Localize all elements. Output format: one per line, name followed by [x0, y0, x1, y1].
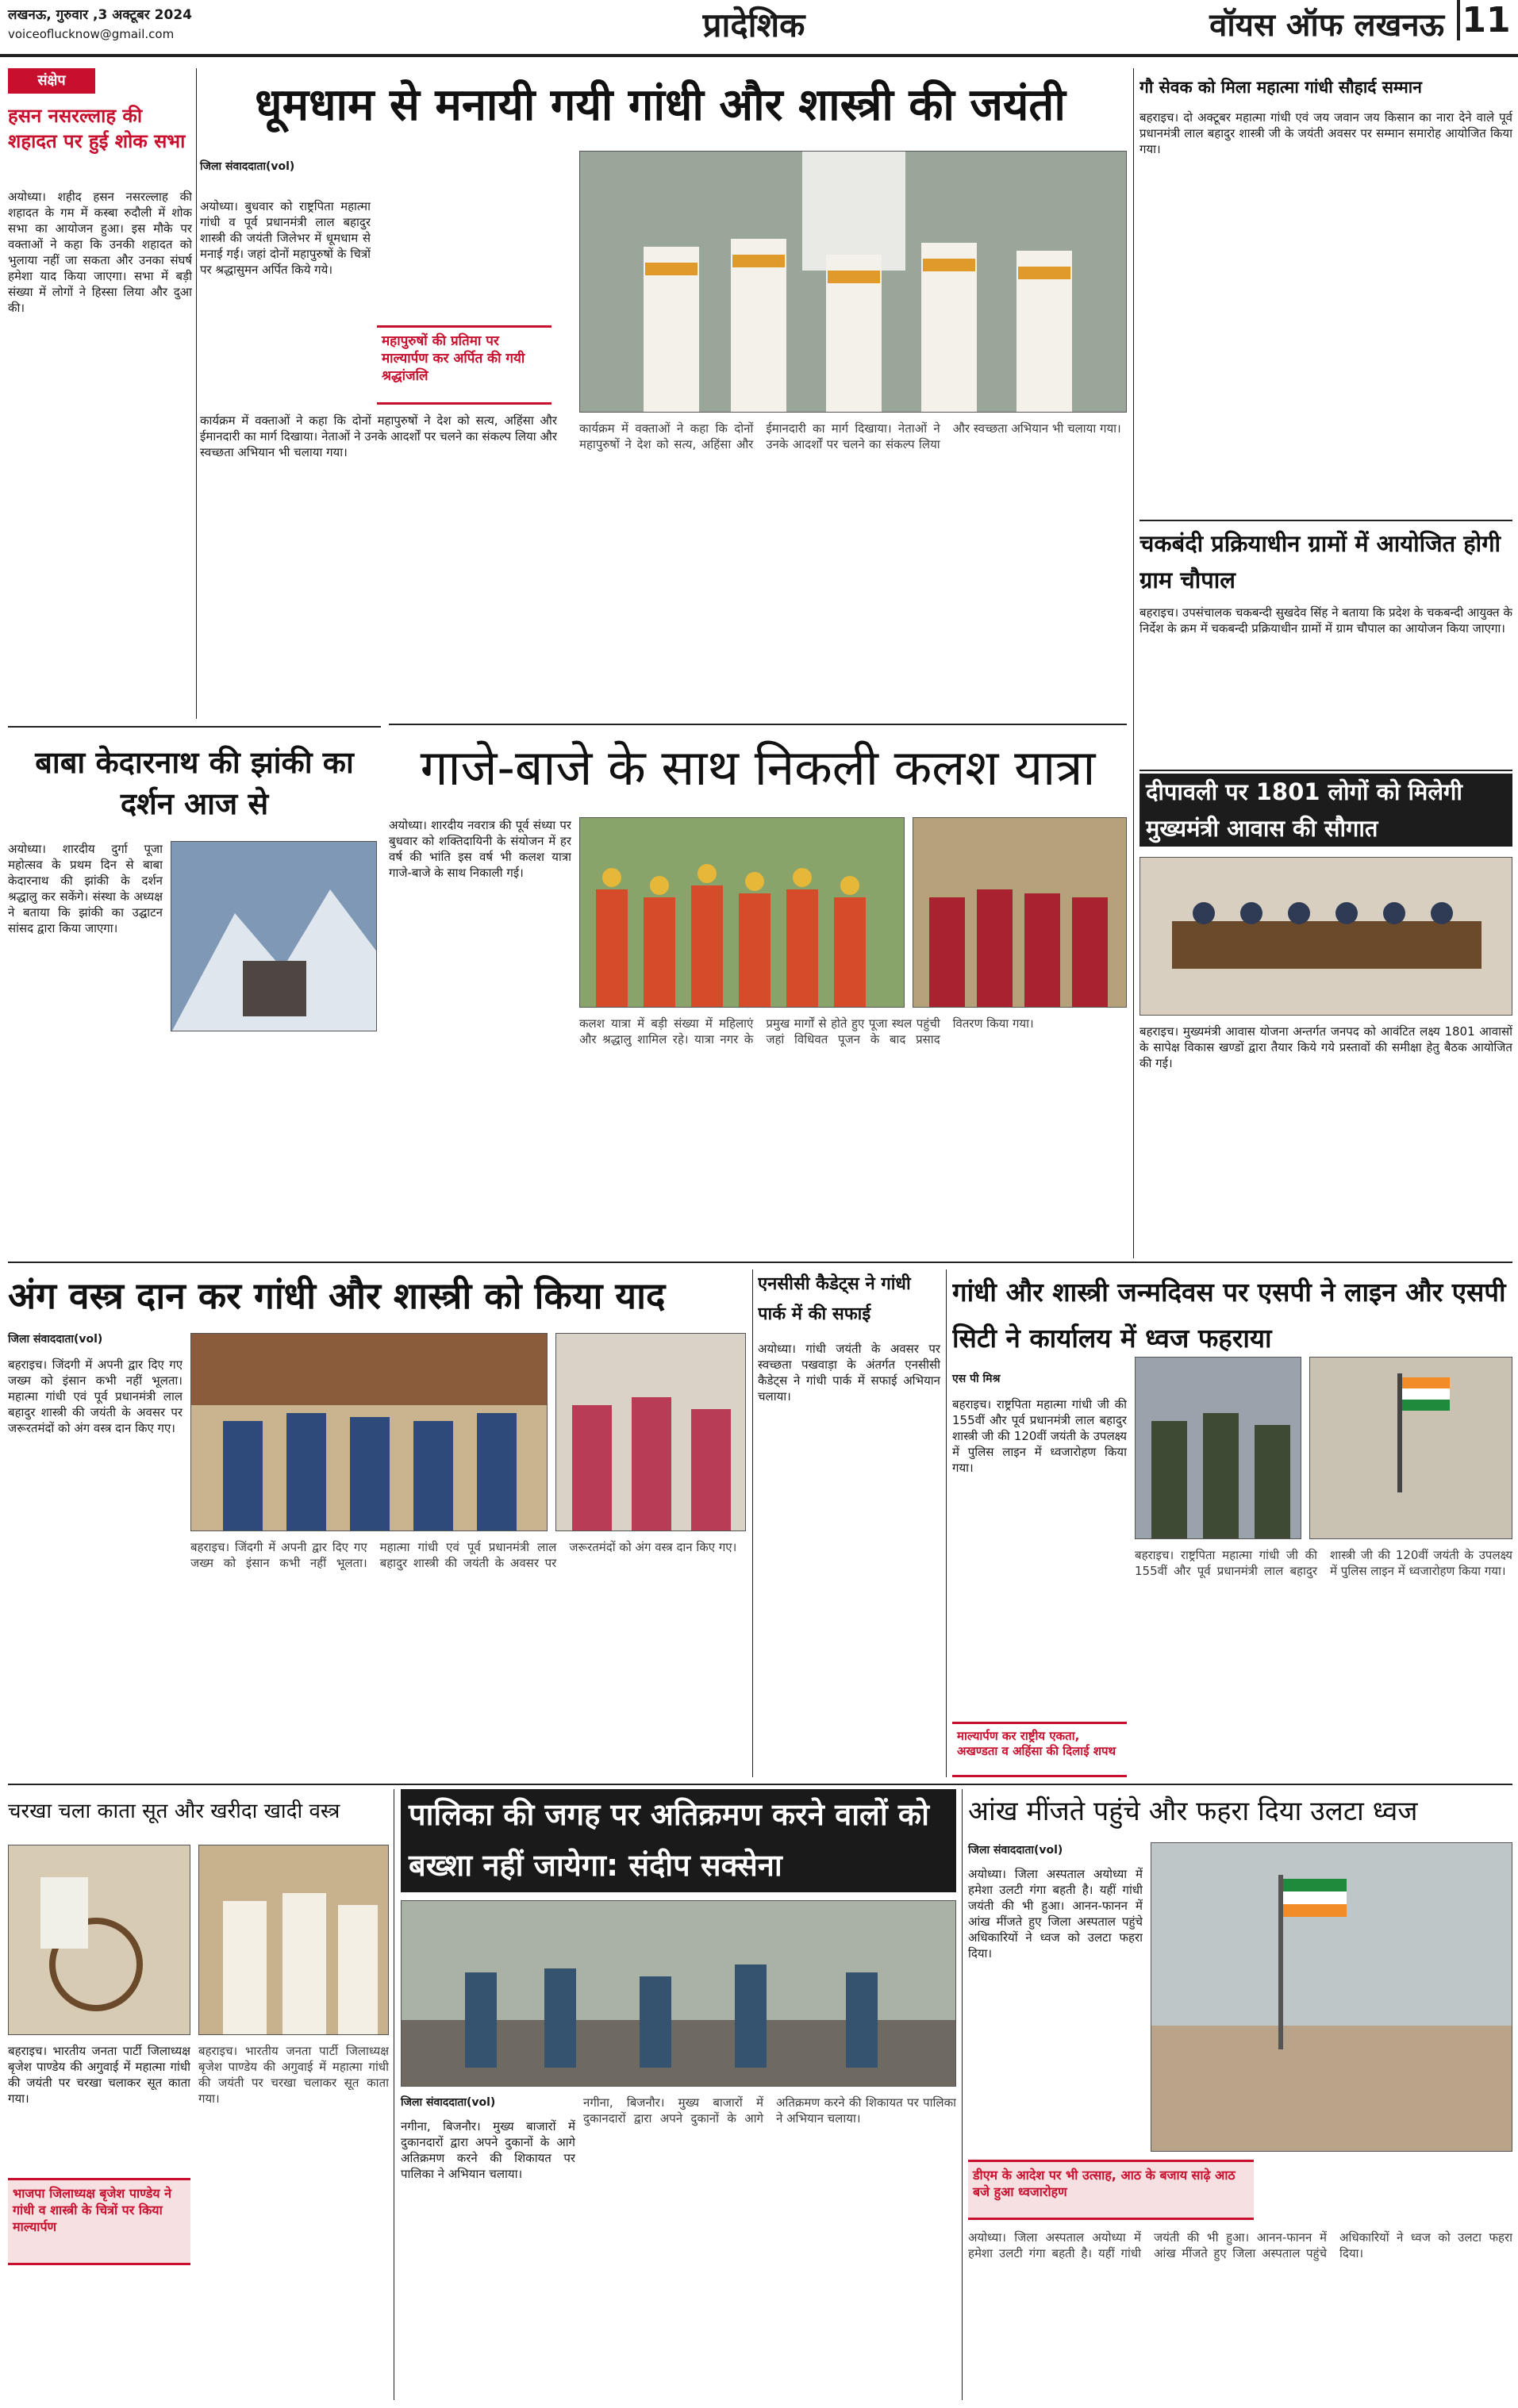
ang-vastra-photo-1 — [190, 1333, 548, 1531]
kalash-group-image — [913, 818, 1127, 1008]
sp-line-text: बहराइच। राष्ट्रपिता महात्मा गांधी जी की 155वीं और पूर्व प्रधानमंत्री लाल बहादुर शास्त्री जी की 120वीं जयंती के उपलक्ष्य में पुलिस लाइन में ध्वजारोहण किया गया। — [952, 1397, 1127, 1475]
kalash-photo-2 — [913, 817, 1127, 1008]
chakbandi-text: बहराइच। उपसंचालक चकबन्दी सुखदेव सिंह ने बताया कि प्रदेश के चकबन्दी आयुक्त के निर्देश के क्रम में चकबन्दी प्रक्रियाधीन ग्रामों में ग्राम चौपाल का आयोजन किया जाएगा। — [1139, 605, 1512, 636]
column-rule-sp — [946, 1269, 947, 1777]
masthead-date: लखनऊ, गुरुवार ,3 अक्टूबर 2024 — [8, 7, 192, 23]
brief-2-text: अयोध्या। शारदीय दुर्गा पूजा महोत्सव के प्रथम दिन से बाबा केदारनाथ की झांकी के दर्शन श्रद्धालु कर सकेंगे। संस्था के अध्यक्ष ने बताया कि झांकी का उद्घाटन सांसद द्वारा किया जाएगा। — [8, 842, 163, 935]
ang-vastra-body: बहराइच। जिंदगी में अपनी द्वार दिए गए जख्म को इंसान कभी नहीं भूलता। महात्मा गांधी एवं पूर्व प्रधानमंत्री लाल बहादुर शास्त्री की जयंती के अवसर पर जरूरतमंदों को अंग वस्त्र दान किए गए। — [190, 1540, 737, 1570]
sp-line-office-image — [1310, 1358, 1512, 1539]
awas-text: बहराइच। मुख्यमंत्री आवास योजना अन्तर्गत जनपद को आवंटित लक्ष्य 1801 आवासों के सापेक्ष विकास खण्डों द्वारा तैयार किये गये प्रस्तावों की समीक्षा हेतु बैठक आयोजित की गई। — [1139, 1024, 1512, 1070]
ncc-text: अयोध्या। गांधी जयंती के अवसर पर स्वच्छता पखवाड़ा के अंतर्गत एनसीसी कैडेट्स ने गांधी पार्क में सफाई अभियान चलाया। — [758, 1342, 940, 1404]
ang-vastra-byline: जिला संवाददाता(vol) — [8, 1333, 103, 1346]
ulta-dhwaj-hospital-image — [1151, 1843, 1512, 2152]
gau-sevak-headline: गौ सेवक को मिला महात्मा गांधी सौहार्द सम्मान — [1139, 78, 1422, 97]
kalash-procession-image — [580, 818, 905, 1008]
sp-line-byline: एस पी मिश्र — [952, 1373, 1001, 1385]
column-rule-dhwaj — [962, 1789, 963, 2400]
gandhi-shastri-body: कार्यक्रम में वक्ताओं ने कहा कि दोनों महापुरुषों ने देश को सत्य, अहिंसा और ईमानदारी का मार्ग दिखाया। नेताओं ने उनके आदर्शों पर चलने का संकल्प लिया और स्वच्छता अभियान भी चलाया गया। — [200, 413, 557, 459]
rule-gau-chakbandi — [1139, 520, 1512, 521]
ulta-dhwaj-quote: डीएम के आदेश पर भी उत्साह, आठ के बजाय साढ़े आठ बजे हुआ ध्वजारोहण — [968, 2160, 1254, 2220]
awas-meeting-image — [1140, 858, 1512, 1016]
masthead-email: voiceoflucknow@gmail.com — [8, 27, 175, 41]
charkha-spinning-image — [9, 1845, 190, 2035]
gandhi-shastri-image — [580, 152, 1127, 413]
charkha-text: बहराइच। भारतीय जनता पार्टी जिलाध्यक्ष बृजेश पाण्डेय की अगुवाई में महात्मा गांधी की जयंती पर चरखा चलाकर सूत काता गया। — [8, 2044, 190, 2106]
awas-headline: दीपावली पर 1801 लोगों को मिलेगी मुख्यमंत्री आवास की सौगात — [1139, 774, 1512, 847]
brand-name: वॉयस ऑफ लखनऊ — [1209, 7, 1444, 44]
charkha-photo-2 — [198, 1845, 389, 2035]
sp-line-photo-2 — [1309, 1357, 1512, 1539]
masthead-rule — [0, 54, 1518, 57]
sp-line-photo-1 — [1135, 1357, 1301, 1539]
kalash-body: कलश यात्रा में बड़ी संख्या में महिलाएं और श्रद्धालु शामिल रहे। यात्रा नगर के प्रमुख मार्गों से होते हुए पूजा स्थल पहुंची जहां विधिवत पूजन के बाद प्रसाद वितरण किया गया। — [579, 1016, 1034, 1047]
atikraman-market-image — [402, 1901, 956, 2087]
charkha-quote: भाजपा जिलाध्यक्ष बृजेश पाण्डेय ने गांधी व शास्त्री के चित्रों पर किया माल्यार्पण — [8, 2178, 190, 2265]
ulta-dhwaj-photo — [1151, 1842, 1512, 2152]
ulta-dhwaj-headline: आंख मींजते पहुंचे और फहरा दिया उलटा ध्वज — [968, 1795, 1418, 1827]
rule-top-middle — [389, 724, 1127, 725]
ang-vastra-text: बहराइच। जिंदगी में अपनी द्वार दिए गए जख्म को इंसान कभी नहीं भूलता। महात्मा गांधी एवं पूर्व प्रधानमंत्री लाल बहादुर शास्त्री की जयंती के अवसर पर जरूरतमंदों को अंग वस्त्र दान किए गए। — [8, 1358, 183, 1435]
ang-vastra-group-image — [556, 1334, 746, 1531]
charkha-body: बहराइच। भारतीय जनता पार्टी जिलाध्यक्ष बृजेश पाण्डेय की अगुवाई में महात्मा गांधी की जयंती पर चरखा चलाकर सूत काता गया। — [198, 2044, 389, 2106]
ang-vastra-photo-2 — [555, 1333, 746, 1531]
atikraman-text: नगीना, बिजनौर। मुख्य बाजारों में दुकानदारों द्वारा अपने दुकानों के आगे अतिक्रमण करने की शिकायत पर पालिका ने अभियान चलाया। — [401, 2119, 575, 2181]
kedarnath-image — [171, 842, 377, 1031]
sp-line-headline: गांधी और शास्त्री जन्मदिवस पर एसपी ने लाइन और एसपी सिटी ने कार्यालय में ध्वज फहराया — [952, 1277, 1506, 1354]
awas-photo — [1139, 857, 1512, 1016]
rule-chakbandi-awas — [1139, 770, 1512, 771]
kalash-headline: गाजे-बाजे के साथ निकली कलश यात्रा — [420, 739, 1096, 797]
charkha-khadi-image — [199, 1845, 389, 2035]
gandhi-shastri-photo — [579, 151, 1127, 413]
rule-bottom — [8, 1784, 1512, 1785]
gandhi-shastri-columns: कार्यक्रम में वक्ताओं ने कहा कि दोनों महापुरुषों ने देश को सत्य, अहिंसा और ईमानदारी का मार्ग दिखाया। नेताओं ने उनके आदर्शों पर चलने का संकल्प लिया और स्वच्छता अभियान भी चलाया गया। — [579, 421, 1121, 451]
charkha-headline: चरखा चला काता सूत और खरीदा खादी वस्त्र — [8, 1799, 340, 1823]
atikraman-byline: जिला संवाददाता(vol) — [401, 2096, 496, 2109]
column-rule-ncc — [752, 1269, 753, 1777]
ncc-headline: एनसीसी कैडेट्स ने गांधी पार्क में की सफाई — [758, 1274, 911, 1324]
sp-line-police-image — [1136, 1358, 1301, 1539]
ang-vastra-headline: अंग वस्त्र दान कर गांधी और शास्त्री को किया याद — [8, 1274, 666, 1317]
ulta-dhwaj-byline: जिला संवाददाता(vol) — [968, 1844, 1063, 1857]
atikraman-photo — [401, 1900, 956, 2087]
masthead — [0, 0, 1518, 51]
sp-line-body: बहराइच। राष्ट्रपिता महात्मा गांधी जी की 155वीं और पूर्व प्रधानमंत्री लाल बहादुर शास्त्री जी की 120वीं जयंती के उपलक्ष्य में पुलिस लाइन में ध्वजारोहण किया गया। — [1135, 1548, 1512, 1578]
brief-2-title: बाबा केदारनाथ की झांकी का दर्शन आज से — [35, 745, 354, 821]
charkha-photo-1 — [8, 1845, 190, 2035]
sp-line-quote: माल्यार्पण कर राष्ट्रीय एकता, अखण्डता व अहिंसा की दिलाई शपथ — [952, 1722, 1127, 1777]
gau-sevak-text: बहराइच। दो अक्टूबर महात्मा गांधी एवं जय जवान जय किसान का नारा देने वाले पूर्व प्रधानमंत्री लाल बहादुर शास्त्री जी के जयंती अवसर पर सम्मान समारोह आयोजित किया गया। — [1139, 110, 1512, 156]
gandhi-shastri-headline: धूमधाम से मनायी गयी गांधी और शास्त्री की जयंती — [255, 79, 1066, 131]
column-rule-left — [196, 68, 197, 719]
gandhi-shastri-quote: महापुरुषों की प्रतिमा पर माल्यार्पण कर अर्पित की गयी श्रद्धांजलि — [377, 325, 551, 405]
gandhi-shastri-byline: जिला संवाददाता(vol) — [200, 160, 295, 173]
ulta-dhwaj-body: अयोध्या। जिला अस्पताल अयोध्या में हमेशा उलटी गंगा बहती है। यहीं गांधी जयंती की भी हुआ। आनन-फानन में आंख मींजते हुए जिला अस्पताल पहुंचे अधिकारियों ने ध्वज को उलटा फहरा दिया। — [968, 2230, 1512, 2260]
section-title: प्रादेशिक — [702, 6, 805, 44]
page-number: 11 — [1457, 0, 1512, 40]
ang-vastra-shop-image — [191, 1334, 548, 1531]
brief-divider — [8, 726, 381, 728]
brief-1-text: अयोध्या। शहीद हसन नसरल्लाह की शहादत के गम में कस्बा रुदौली में शोक सभा का आयोजन हुआ। इस मौके पर वक्ताओं ने कहा कि उनकी शहादत को भुलाया नहीं जा सकता और उनका संघर्ष हमेशा याद किया जाएगा। सभा में बड़ी संख्या में लोगों ने हिस्सा लिया और दुआ की। — [8, 190, 192, 315]
kedarnath-photo — [171, 841, 377, 1031]
kalash-photo-1 — [579, 817, 905, 1008]
atikraman-headline: पालिका की जगह पर अतिक्रमण करने वालों को बख्शा नहीं जायेगा: संदीप सक्सेना — [401, 1789, 956, 1892]
ulta-dhwaj-text: अयोध्या। जिला अस्पताल अयोध्या में हमेशा उलटी गंगा बहती है। यहीं गांधी जयंती की भी हुआ। आनन-फानन में आंख मींजते हुए जिला अस्पताल पहुंचे अधिकारियों ने ध्वज को उलटा फहरा दिया। — [968, 1867, 1143, 1961]
kalash-lead: अयोध्या। शारदीय नवरात्र की पूर्व संध्या पर बुधवार को शक्तिदायिनी के संयोजन में हर वर्ष की भांति इस वर्ष भी कलश यात्रा गाजे-बाजे के साथ निकाली गई। — [389, 818, 571, 880]
brief-label: संक्षेप — [8, 68, 95, 94]
chakbandi-headline: चकबंदी प्रक्रियाधीन ग्रामों में आयोजित होगी ग्राम चौपाल — [1139, 530, 1501, 593]
gandhi-shastri-lead: अयोध्या। बुधवार को राष्ट्रपिता महात्मा गांधी व पूर्व प्रधानमंत्री लाल बहादुर शास्त्री की जयंती जिलेभर में धूमधाम से मनाई गई। जहां दोनों महापुरुषों के चित्रों पर श्रद्धासुमन अर्पित किये गये। — [200, 199, 371, 277]
rule-mid — [8, 1262, 1512, 1263]
brief-1-title: हसन नसरल्लाह की शहादत पर हुई शोक सभा — [8, 105, 186, 152]
atikraman-body: नगीना, बिजनौर। मुख्य बाजारों में दुकानदारों द्वारा अपने दुकानों के आगे अतिक्रमण करने की शिकायत पर पालिका ने अभियान चलाया। — [583, 2095, 956, 2126]
column-rule-right — [1133, 68, 1134, 1258]
